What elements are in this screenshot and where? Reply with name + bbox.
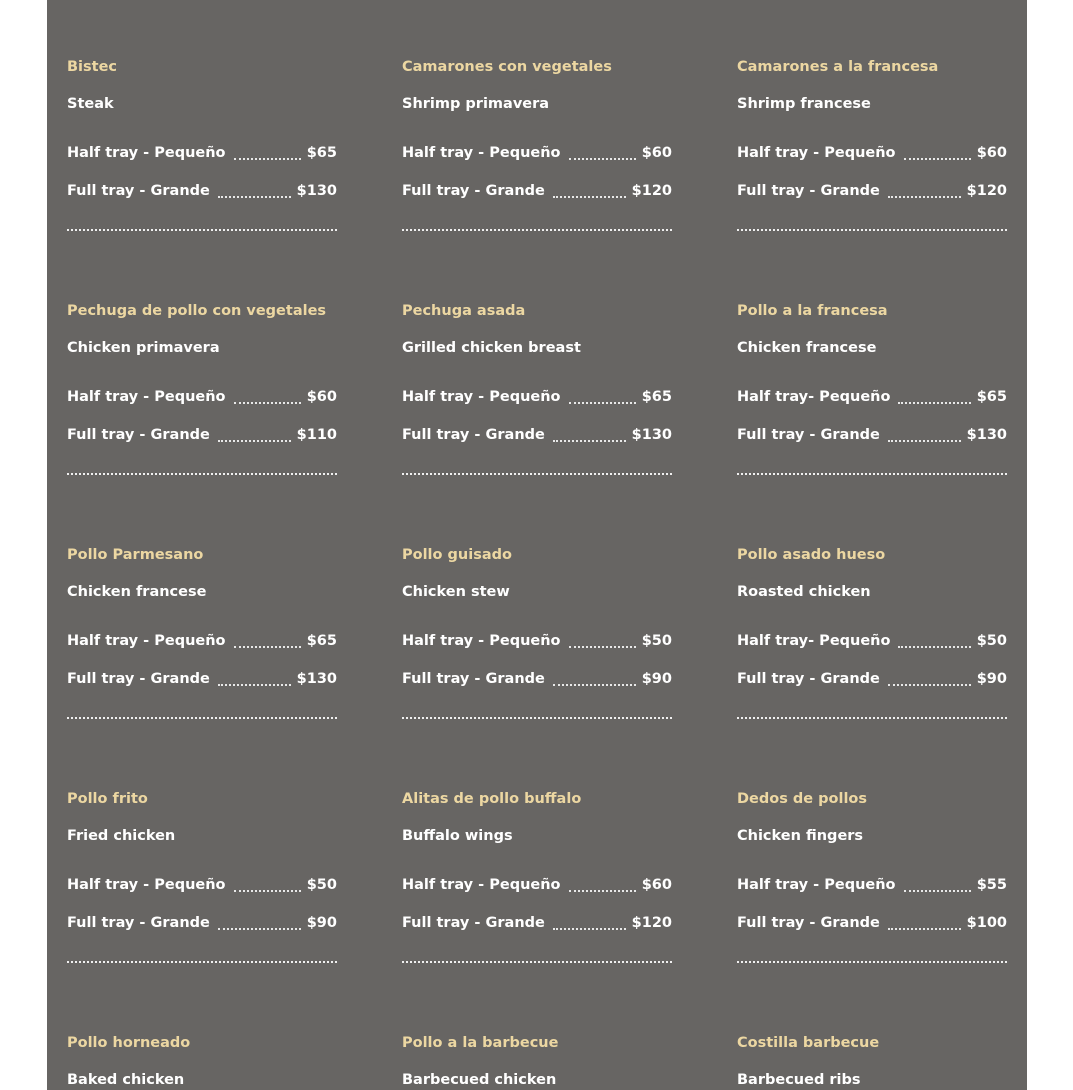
full-tray-row <box>402 668 672 690</box>
full-tray-row <box>67 668 337 690</box>
half-tray-price: $65 <box>306 633 337 649</box>
dot-leader <box>898 402 970 404</box>
dish-english-name: Barbecued ribs <box>737 1072 861 1088</box>
half-tray-row <box>67 386 337 408</box>
full-tray-price: $130 <box>296 183 337 199</box>
full-tray-label: Full tray - Grande <box>402 183 545 199</box>
half-tray-row <box>402 386 672 408</box>
dot-leader <box>234 158 301 160</box>
full-tray-price: $130 <box>296 671 337 687</box>
dot-leader <box>234 890 301 892</box>
half-tray-row <box>737 142 1007 164</box>
menu-item <box>67 544 337 788</box>
half-tray-label: Half tray - Pequeño <box>67 633 226 649</box>
full-tray-row <box>67 424 337 446</box>
dot-leader <box>553 684 636 686</box>
full-tray-label: Full tray - Grande <box>67 183 210 199</box>
dotted-separator <box>737 717 1007 719</box>
dish-name: Pollo asado hueso <box>737 547 886 563</box>
half-tray-label: Half tray - Pequeño <box>402 389 561 405</box>
dotted-separator <box>67 229 337 231</box>
menu-grid <box>67 56 1007 1090</box>
half-tray-row <box>402 630 672 652</box>
dotted-separator <box>737 961 1007 963</box>
full-tray-label: Full tray - Grande <box>737 183 880 199</box>
menu-item <box>737 56 1007 300</box>
menu-item <box>67 56 337 300</box>
full-tray-label: Full tray - Grande <box>67 915 210 931</box>
dish-name: Pechuga de pollo con vegetales <box>67 303 327 319</box>
dot-leader <box>569 890 636 892</box>
dot-leader <box>888 928 961 930</box>
dot-leader <box>218 684 291 686</box>
dot-leader <box>553 440 626 442</box>
dot-leader <box>888 684 971 686</box>
menu-item <box>402 56 672 300</box>
dot-leader <box>569 646 636 648</box>
dot-leader <box>553 196 626 198</box>
half-tray-price: $60 <box>641 877 672 893</box>
half-tray-price: $60 <box>976 145 1007 161</box>
dot-leader <box>553 928 626 930</box>
full-tray-label: Full tray - Grande <box>737 427 880 443</box>
menu-item <box>402 300 672 544</box>
dish-english-name: Chicken fingers <box>737 828 864 844</box>
full-tray-price: $130 <box>966 427 1007 443</box>
menu-item <box>67 300 337 544</box>
dish-english-name: Shrimp primavera <box>402 96 550 112</box>
dish-name: Pollo horneado <box>67 1035 191 1051</box>
full-tray-row <box>402 912 672 934</box>
menu-item <box>67 1032 337 1090</box>
half-tray-price: $55 <box>976 877 1007 893</box>
dotted-separator <box>737 229 1007 231</box>
dish-name: Costilla barbecue <box>737 1035 880 1051</box>
menu-item <box>402 544 672 788</box>
dot-leader <box>888 440 961 442</box>
half-tray-label: Half tray - Pequeño <box>402 633 561 649</box>
half-tray-label: Half tray - Pequeño <box>67 389 226 405</box>
dot-leader <box>569 402 636 404</box>
half-tray-label: Half tray - Pequeño <box>67 145 226 161</box>
half-tray-label: Half tray - Pequeño <box>402 145 561 161</box>
half-tray-price: $60 <box>306 389 337 405</box>
dot-leader <box>904 158 971 160</box>
dish-name: Pollo Parmesano <box>67 547 204 563</box>
full-tray-price: $110 <box>296 427 337 443</box>
dish-english-name: Fried chicken <box>67 828 176 844</box>
full-tray-row <box>402 424 672 446</box>
dish-name: Dedos de pollos <box>737 791 868 807</box>
half-tray-label: Half tray - Pequeño <box>737 145 896 161</box>
half-tray-price: $65 <box>306 145 337 161</box>
dot-leader <box>234 646 301 648</box>
half-tray-row <box>737 630 1007 652</box>
half-tray-label: Half tray - Pequeño <box>67 877 226 893</box>
dish-english-name: Barbecued chicken <box>402 1072 557 1088</box>
dotted-separator <box>737 473 1007 475</box>
full-tray-price: $120 <box>966 183 1007 199</box>
dot-leader <box>904 890 971 892</box>
half-tray-price: $50 <box>641 633 672 649</box>
dish-english-name: Baked chicken <box>67 1072 185 1088</box>
dot-leader <box>234 402 301 404</box>
dish-name: Pollo frito <box>67 791 148 807</box>
dotted-separator <box>67 717 337 719</box>
full-tray-price: $120 <box>631 183 672 199</box>
half-tray-label: Half tray - Pequeño <box>737 877 896 893</box>
full-tray-price: $100 <box>966 915 1007 931</box>
full-tray-price: $90 <box>976 671 1007 687</box>
half-tray-price: $65 <box>641 389 672 405</box>
dish-english-name: Chicken francese <box>737 340 877 356</box>
menu-panel <box>47 0 1027 1090</box>
menu-item <box>67 788 337 1032</box>
full-tray-row <box>67 180 337 202</box>
dish-name: Pollo a la barbecue <box>402 1035 559 1051</box>
full-tray-label: Full tray - Grande <box>402 915 545 931</box>
dish-name: Pechuga asada <box>402 303 526 319</box>
dish-english-name: Buffalo wings <box>402 828 513 844</box>
full-tray-row <box>402 180 672 202</box>
half-tray-row <box>737 386 1007 408</box>
full-tray-row <box>737 180 1007 202</box>
dotted-separator <box>402 473 672 475</box>
dish-name: Pollo guisado <box>402 547 512 563</box>
half-tray-row <box>67 142 337 164</box>
half-tray-label: Half tray- Pequeño <box>737 633 891 649</box>
dish-name: Bistec <box>67 59 118 75</box>
full-tray-row <box>737 912 1007 934</box>
dot-leader <box>898 646 970 648</box>
full-tray-label: Full tray - Grande <box>402 427 545 443</box>
menu-item <box>737 300 1007 544</box>
full-tray-label: Full tray - Grande <box>737 915 880 931</box>
dot-leader <box>569 158 636 160</box>
full-tray-label: Full tray - Grande <box>67 671 210 687</box>
dish-english-name: Chicken stew <box>402 584 510 600</box>
dish-english-name: Chicken primavera <box>67 340 220 356</box>
half-tray-row <box>402 142 672 164</box>
dotted-separator <box>402 717 672 719</box>
dot-leader <box>218 196 291 198</box>
dish-name: Alitas de pollo buffalo <box>402 791 582 807</box>
half-tray-price: $65 <box>976 389 1007 405</box>
half-tray-row <box>737 874 1007 896</box>
dish-english-name: Chicken francese <box>67 584 207 600</box>
dot-leader <box>218 928 301 930</box>
half-tray-row <box>67 630 337 652</box>
full-tray-row <box>737 424 1007 446</box>
dotted-separator <box>402 961 672 963</box>
half-tray-row <box>67 874 337 896</box>
full-tray-label: Full tray - Grande <box>402 671 545 687</box>
full-tray-price: $120 <box>631 915 672 931</box>
dot-leader <box>888 196 961 198</box>
full-tray-row <box>737 668 1007 690</box>
full-tray-price: $90 <box>641 671 672 687</box>
menu-item <box>737 788 1007 1032</box>
half-tray-price: $50 <box>976 633 1007 649</box>
dish-name: Camarones a la francesa <box>737 59 939 75</box>
half-tray-row <box>402 874 672 896</box>
half-tray-label: Half tray- Pequeño <box>737 389 891 405</box>
full-tray-label: Full tray - Grande <box>67 427 210 443</box>
dotted-separator <box>402 229 672 231</box>
half-tray-label: Half tray - Pequeño <box>402 877 561 893</box>
dotted-separator <box>67 961 337 963</box>
menu-item <box>737 1032 1007 1090</box>
full-tray-price: $90 <box>306 915 337 931</box>
dot-leader <box>218 440 291 442</box>
dish-english-name: Shrimp francese <box>737 96 871 112</box>
dish-english-name: Grilled chicken breast <box>402 340 581 356</box>
half-tray-price: $60 <box>641 145 672 161</box>
dish-english-name: Steak <box>67 96 114 112</box>
full-tray-row <box>67 912 337 934</box>
dotted-separator <box>67 473 337 475</box>
menu-item <box>737 544 1007 788</box>
dish-name: Camarones con vegetales <box>402 59 612 75</box>
menu-item <box>402 1032 672 1090</box>
dish-english-name: Roasted chicken <box>737 584 871 600</box>
half-tray-price: $50 <box>306 877 337 893</box>
dish-name: Pollo a la francesa <box>737 303 888 319</box>
full-tray-price: $130 <box>631 427 672 443</box>
full-tray-label: Full tray - Grande <box>737 671 880 687</box>
menu-item <box>402 788 672 1032</box>
